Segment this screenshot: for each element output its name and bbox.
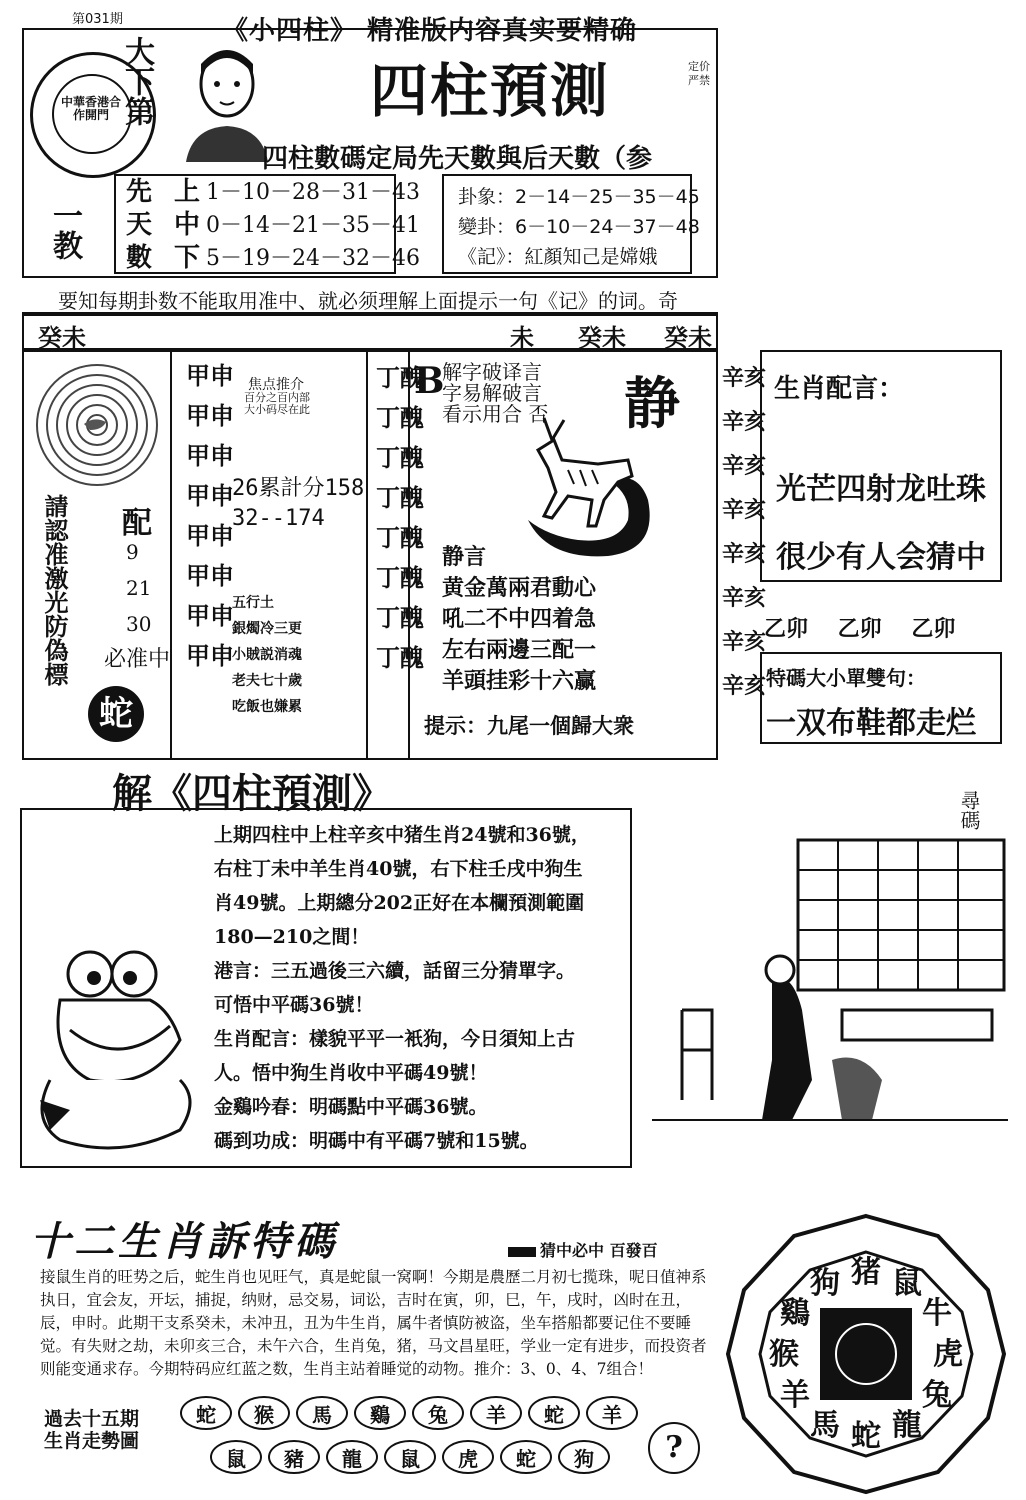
jiashen-item: 甲申 [186,521,234,550]
explanation-line: 上期四柱中上柱辛亥中猪生肖24號和36號， [214,824,590,846]
wuxing-line: 小賊説消魂 [232,647,302,663]
past-trend-label [44,1408,139,1452]
side-jiao-text: 一教 [47,200,82,260]
dingchou-column [376,358,424,678]
score-line: 26累計分158 [232,476,365,501]
trend-oval: 羊 [470,1396,522,1430]
divider [366,350,368,760]
jiashen-item: 甲申 [186,361,234,390]
side-note [688,60,710,88]
seal-text: 中華香港合作開門 [60,95,121,122]
jiashen-item: 甲申 [186,401,234,430]
jing-line: 吼二不中四着急 [442,606,597,632]
frog-cartoon [30,930,210,1160]
zodiac-paragraph: 接鼠生肖的旺势之后，蛇生肖也见旺气，真是蛇鼠一窝啊！今期是農歷二月初七揽珠，呢日值神系执日，宜会友，开坛，捕捉，纳财，忌交易，词讼，吉时在寅，卯，巳，午，戌时，凶时在丑，辰，申时。此期干支系癸未，未冲丑，丑为牛生肖，属牛者慎防被盗，坐车搭船都要记住不要睡觉。有失财之劫，未卯亥三合，未午六合，生肖兔，猪，马文昌星旺，学业一定有进步，而投资者则能变通求存。今期特码应红蓝之数，生肖主站着睡觉的动物。推介：3、0、4、7组合！ [40,1268,707,1378]
jing-poem [442,542,596,697]
focus-sub-1: 百分之百内部 [244,391,310,404]
wheel-animal: 猪 [851,1255,881,1290]
section-title: 解《四柱預測》 [112,770,392,817]
table-label: 天 [126,210,153,240]
wheel-animal: 牛 [922,1296,952,1331]
explanation-line: 生肖配言：樣貌平平一衹狗，今日須知上古 [214,1028,576,1050]
riddle-letter: B [414,360,445,402]
jiashen-item: 甲申 [186,641,234,670]
dingchou-item: 丁醜 [376,563,424,592]
tema-line: 一双布鞋都走烂 [766,706,976,741]
wuxing-line: 老夫七十歲 [232,673,302,689]
trend-oval: 兔 [412,1396,464,1430]
dingchou-item: 丁醜 [376,603,424,632]
bizhun-text: 必准中 [104,647,171,672]
portrait-image [182,42,272,162]
jiashen-item: 甲申 [186,601,234,630]
explanation-line: 180—210之間！ [214,926,370,948]
guess-text: 猜中必中 百發百 [540,1241,658,1260]
wuxing-line: 五行土 [232,595,274,611]
focus-sub [244,392,310,416]
wheel-animal: 狗 [810,1266,840,1301]
wheel-animal: 龍 [892,1408,922,1443]
wuxing-line: 吃飯也嫌累 [232,699,302,715]
pei-number: 21 [126,576,152,600]
past-line: 生肖走勢圖 [44,1430,140,1452]
trend-oval: 羊 [586,1396,638,1430]
wheel-animal: 虎 [933,1337,963,1372]
explanation-line: 金鷄吟春：明碼點中平碼36號。 [214,1096,488,1118]
deer-illustration [508,410,668,560]
side-vertical-text: 大下第 [119,36,154,126]
dingchou-item: 丁醜 [376,363,424,392]
masthead-title: 四柱預測 [370,57,611,125]
shop-scene-illustration [652,820,1008,1140]
ganzhi-row [22,314,718,350]
wheel-animal: 蛇 [851,1419,881,1454]
trend-oval: 鼠 [210,1440,262,1474]
tema-title: 特碼大小單雙句： [766,666,926,690]
wheel-animal: 兔 [922,1378,952,1413]
zodiac-wheel [724,1212,1008,1496]
ganzhi-mid1: 未 [510,323,534,352]
trend-oval: 蛇 [180,1396,232,1430]
explanation-line: 可悟中平碼36號！ [214,994,374,1016]
riddle-line: 解字破译言 [442,360,542,384]
ji-row: 《記》：紅顏知己是嫦娥 [458,246,658,268]
pei-number: 30 [126,612,152,636]
anti-fake-text: 請認准激光防偽標 [40,494,69,686]
side-note-2: 严禁 [688,74,710,87]
jiashen-column [186,356,234,676]
pei-number: 9 [126,540,139,564]
xinhai-item: 辛亥 [722,541,767,567]
jing-title: 静言 [442,544,487,570]
gua-row: 卦象：2－14－25－35－45 [458,186,700,208]
trend-oval: 猴 [238,1396,290,1430]
wuxing-line: 銀燭冷三更 [232,621,302,637]
focus-title: 焦点推介 [248,377,304,393]
table-mid: 中 [174,210,201,240]
wheel-animal: 鷄 [780,1296,810,1331]
top-banner: 《小四柱》 精准版内容真实要精确 [222,16,638,46]
slogan-bar [508,1247,536,1257]
ganzhi-right: 癸未 [664,323,712,352]
trend-oval: 鷄 [354,1396,406,1430]
jiashen-item: 甲申 [186,561,234,590]
xunma-text: 尋碼 [957,790,981,830]
explanation-line: 人。悟中狗生肖收中平碼49號！ [214,1062,488,1084]
dingchou-item: 丁醜 [376,643,424,672]
number-table-right [442,174,700,274]
xinhai-item: 辛亥 [722,673,767,699]
notice-text: 要知每期卦数不能取用准中、就必须理解上面提示一句《记》的词。奇 [58,289,678,313]
dingchou-item: 丁醜 [376,443,424,472]
jing-line: 黄金萬兩君動心 [442,575,597,601]
jing-line: 羊頭挂彩十六赢 [442,668,597,694]
trend-oval: 蛇 [500,1440,552,1474]
table-mid: 上 [174,177,201,207]
yimao-row: 乙卯 乙卯 乙卯 [764,616,956,642]
biangua-row: 變卦：6－10－24－37－48 [458,216,700,238]
notice-bar [22,282,718,314]
wheel-animal: 馬 [810,1408,840,1443]
jiashen-item: 甲申 [186,441,234,470]
focus-score [232,474,364,534]
explanation-line: 港言：三五過後三六續，話留三分猜單字。 [214,960,576,982]
trend-oval: 龍 [326,1440,378,1474]
riddle-tip: 提示：九尾一個歸大衆 [424,713,634,738]
table-mid: 下 [174,243,201,273]
wheel-animal: 羊 [780,1378,810,1413]
past-line: 過去十五期 [44,1408,140,1430]
trend-oval: 豬 [268,1440,320,1474]
side-note-1: 定价 [688,60,710,73]
table-row: 0－14－21－35－41 [206,213,420,238]
wuxing-poem [232,590,302,720]
score-line: 32--174 [232,506,325,531]
shengxiao-title: 生肖配言： [774,374,905,404]
explanation-text [214,818,634,1158]
dingchou-item: 丁醜 [376,403,424,432]
trend-oval: 馬 [296,1396,348,1430]
xinhai-item: 辛亥 [722,409,767,435]
trend-oval: 蛇 [528,1396,580,1430]
riddle-line: 看示用合 否 [442,402,549,426]
xinhai-item: 辛亥 [722,629,767,655]
shengxiao-line: 光芒四射龙吐珠 [776,472,986,507]
jing-line: 左右兩邊三配一 [442,637,597,663]
table-row: 5－19－24－32－46 [206,246,420,271]
explanation-line: 肖49號。上期總分202正好在本欄預測範圍 [214,892,585,914]
number-table-left [114,174,420,274]
divider [170,350,172,760]
xinhai-item: 辛亥 [722,585,767,611]
target-emblem [34,362,160,488]
jing-character: 静 [624,371,680,437]
table-row: 1－10－28－31－43 [206,180,420,205]
xinhai-item: 辛亥 [722,497,767,523]
dingchou-item: 丁醜 [376,483,424,512]
dingchou-item: 丁醜 [376,523,424,552]
question-mark: ? [648,1422,700,1474]
wheel-animal: 猴 [769,1337,799,1372]
riddle-line: 字易解破言 [442,381,542,405]
pei-title: 配 [122,506,152,541]
snake-ball: 蛇 [88,686,144,742]
shengxiao-line: 很少有人会猜中 [776,540,986,575]
pei-numbers [126,534,151,642]
issue-number: 第031期 [72,12,123,27]
trend-oval: 狗 [558,1440,610,1474]
zodiac-title: 十二生肖訴特碼 [30,1218,338,1265]
xinhai-item: 辛亥 [722,365,767,391]
table-label: 先 [126,177,153,207]
masthead-subtitle: 四柱數碼定局先天數與后天數（参 [262,144,653,174]
explanation-line: 碼到功成：明碼中有平碼7號和15號。 [214,1130,539,1152]
xinhai-item: 辛亥 [722,453,767,479]
table-label: 數 [126,243,153,273]
trend-oval: 虎 [442,1440,494,1474]
wheel-animal: 鼠 [892,1266,922,1301]
ganzhi-left: 癸未 [38,323,86,352]
trend-oval: 鼠 [384,1440,436,1474]
explanation-line: 右柱丁未中羊生肖40號，右下柱壬戌中狗生 [214,858,583,880]
zodiac-trend [180,1396,640,1486]
focus-sub-2: 大小码尽在此 [244,403,310,416]
jiashen-item: 甲申 [186,481,234,510]
guess-slogan [508,1238,658,1261]
ganzhi-mid2: 癸未 [578,323,626,352]
